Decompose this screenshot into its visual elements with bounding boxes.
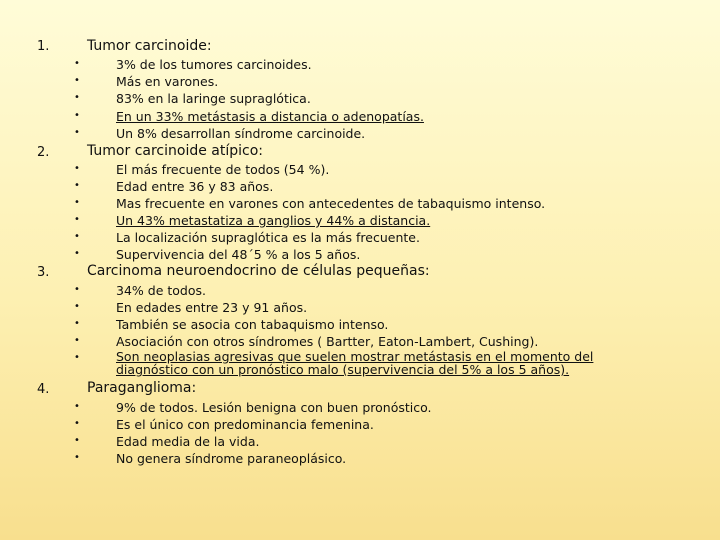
list-item: 34% de todos. xyxy=(116,283,206,298)
bullet: • xyxy=(74,127,80,138)
bullet: • xyxy=(74,214,80,225)
bullet: • xyxy=(74,92,80,103)
bullet: • xyxy=(74,452,80,463)
section-2-title: Tumor carcinoide atípico: xyxy=(87,143,264,159)
bullet: • xyxy=(74,197,80,208)
bullet: • xyxy=(74,335,80,346)
list-item: 3% de los tumores carcinoides. xyxy=(116,57,312,72)
list-item: Un 43% metastatiza a ganglios y 44% a distancia. xyxy=(116,213,431,228)
list-item: Mas frecuente en varones con antecedentes de tabaquismo intenso. xyxy=(116,196,546,211)
section-3-number: 3. xyxy=(37,265,50,280)
list-item: 83% en la laringe supraglótica. xyxy=(116,91,311,106)
list-item: Más en varones. xyxy=(116,74,219,89)
bullet: • xyxy=(74,58,80,69)
bullet: • xyxy=(74,435,80,446)
list-item: Es el único con predominancia femenina. xyxy=(116,417,374,432)
list-item: El más frecuente de todos (54 %). xyxy=(116,162,330,177)
bullet: • xyxy=(74,231,80,242)
bullet: • xyxy=(74,163,80,174)
bullet: • xyxy=(74,180,80,191)
list-item: Edad media de la vida. xyxy=(116,434,260,449)
bullet: • xyxy=(74,352,80,363)
list-item: En un 33% metástasis a distancia o adenopatías. xyxy=(116,109,424,124)
list-item: Un 8% desarrollan síndrome carcinoide. xyxy=(116,126,366,141)
list-item: 9% de todos. Lesión benigna con buen pronóstico. xyxy=(116,400,432,415)
bullet: • xyxy=(74,284,80,295)
bullet: • xyxy=(74,318,80,329)
list-item: La localización supraglótica es la más frecuente. xyxy=(116,230,420,245)
list-item: Son neoplasias agresivas que suelen mostrar metástasis en el momento del diagnóstico con un pronóstico malo (supervivencia del 5% a los 5 años). xyxy=(116,349,594,377)
section-2-number: 2. xyxy=(37,145,50,160)
section-1-number: 1. xyxy=(37,39,50,54)
bullet: • xyxy=(74,248,80,259)
list-item: En edades entre 23 y 91 años. xyxy=(116,300,308,315)
bullet: • xyxy=(74,301,80,312)
section-4-title: Paraganglioma: xyxy=(87,380,197,396)
list-item: No genera síndrome paraneoplásico. xyxy=(116,451,347,466)
section-3-title: Carcinoma neuroendocrino de células pequeñas: xyxy=(87,263,430,279)
section-1-title: Tumor carcinoide: xyxy=(87,38,212,54)
bullet: • xyxy=(74,418,80,429)
list-item: También se asocia con tabaquismo intenso. xyxy=(116,317,389,332)
bullet: • xyxy=(74,110,80,121)
section-4-number: 4. xyxy=(37,382,50,397)
list-item: Edad entre 36 y 83 años. xyxy=(116,179,274,194)
list-item: Supervivencia del 48´5 % a los 5 años. xyxy=(116,247,361,262)
bullet: • xyxy=(74,401,80,412)
list-item: Asociación con otros síndromes ( Bartter, Eaton-Lambert, Cushing). xyxy=(116,334,539,349)
bullet: • xyxy=(74,75,80,86)
